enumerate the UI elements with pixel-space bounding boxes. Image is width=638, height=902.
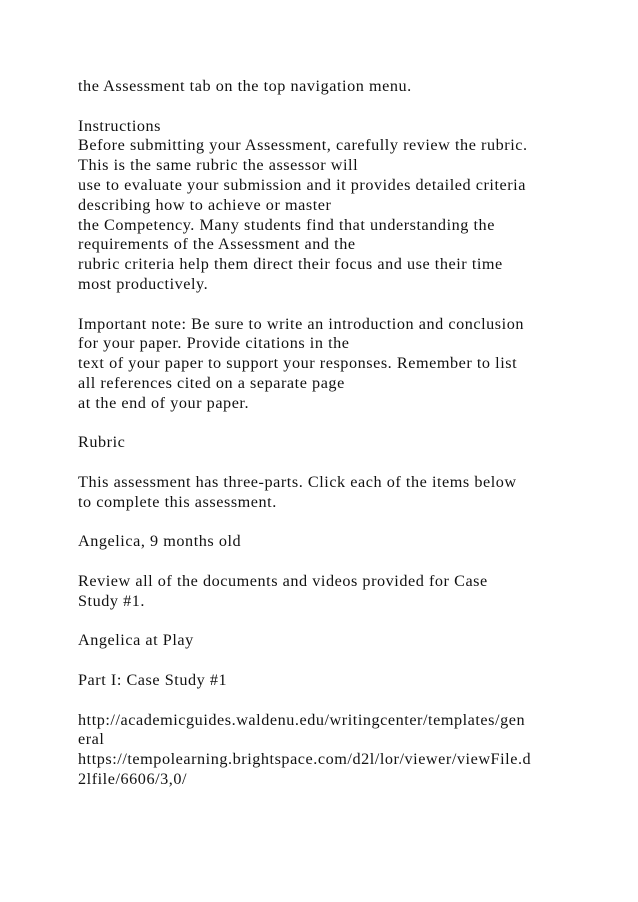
- link-line: 2lfile/6606/3,0/: [78, 769, 188, 788]
- instructions-line: most productively.: [78, 274, 209, 293]
- link-line: https://tempolearning.brightspace.com/d2l/lor/viewer/viewFile.d: [78, 750, 532, 769]
- instructions-line: rubric criteria help them direct their focus and use their time: [78, 255, 503, 274]
- important-note-line: at the end of your paper.: [78, 393, 250, 412]
- rubric-label: Rubric: [78, 433, 126, 452]
- paragraph-gap: [78, 612, 578, 632]
- important-note-line: text of your paper to support your responses. Remember to list: [78, 354, 518, 373]
- link-line: eral: [78, 730, 105, 749]
- review-line: Study #1.: [78, 591, 146, 610]
- document-page: [78, 77, 578, 790]
- video-title: Angelica at Play: [78, 631, 194, 650]
- important-note-line: Important note: Be sure to write an introduction and conclusion: [78, 314, 524, 333]
- paragraph-gap: [78, 97, 578, 117]
- paragraph-gap: [78, 453, 578, 473]
- assessment-intro-line: This assessment has three-parts. Click each of the items below: [78, 472, 517, 491]
- review-line: Review all of the documents and videos provided for Case: [78, 571, 488, 590]
- intro-line: the Assessment tab on the top navigation menu.: [78, 77, 412, 95]
- part-label: Part I: Case Study #1: [78, 670, 228, 689]
- paragraph-gap: [78, 691, 578, 711]
- instructions-heading: Instructions: [78, 116, 162, 135]
- instructions-line: describing how to achieve or master: [78, 195, 332, 214]
- paragraph-gap: [78, 295, 578, 315]
- paragraph-gap: [78, 651, 578, 671]
- instructions-line: Before submitting your Assessment, carefully review the rubric.: [78, 136, 528, 155]
- important-note-line: all references cited on a separate page: [78, 373, 345, 392]
- paragraph-gap: [78, 414, 578, 434]
- paragraph-gap: [78, 513, 578, 533]
- instructions-line: requirements of the Assessment and the: [78, 235, 356, 254]
- case-subject: Angelica, 9 months old: [78, 532, 242, 551]
- instructions-line: This is the same rubric the assessor will: [78, 156, 359, 175]
- link-line: http://academicguides.waldenu.edu/writingcenter/templates/gen: [78, 710, 526, 729]
- paragraph-gap: [78, 552, 578, 572]
- instructions-line: use to evaluate your submission and it provides detailed criteria: [78, 175, 526, 194]
- instructions-line: the Competency. Many students find that understanding the: [78, 215, 495, 234]
- assessment-intro-line: to complete this assessment.: [78, 492, 277, 511]
- important-note-line: for your paper. Provide citations in the: [78, 334, 350, 353]
